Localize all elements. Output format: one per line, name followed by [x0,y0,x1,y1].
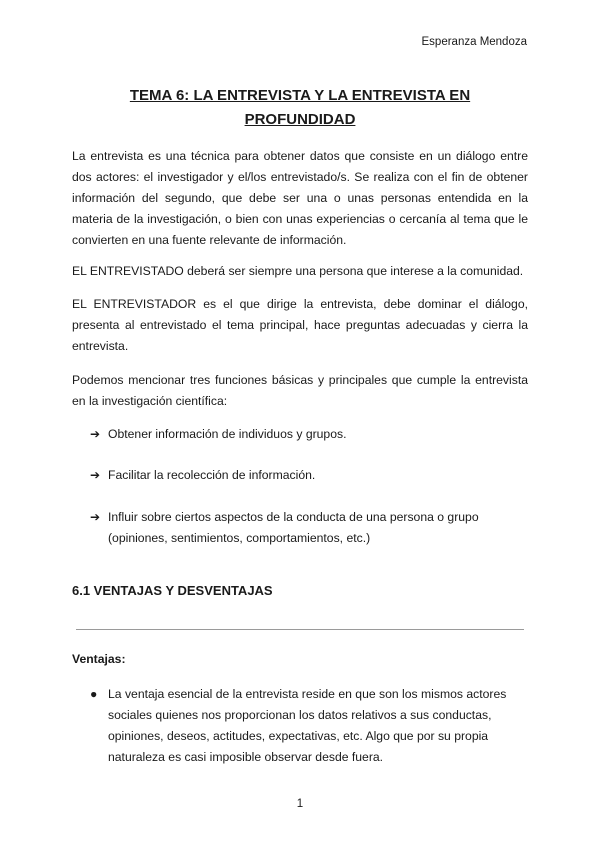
title-line-2: PROFUNDIDAD [244,111,356,128]
list-item-text: Facilitar la recolección de información. [108,468,316,482]
paragraph-definition: La entrevista es una técnica para obtener datos que consiste en un diálogo entre dos actores: el investigador y el/los entrevistado/s. Se realiza con el fin de obtener información del segundo, que debe ser una o unas personas entendida en la materia de la investigación, o bien con unas experiencias o cercanía al tema que le convierten en una fuente relevante de información. [72,149,528,247]
list-item [90,507,520,549]
list-item-text: La ventaja esencial de la entrevista reside en que son los mismos actores sociales quienes nos proporcionan los datos relativos a sus conductas, opiniones, deseos, actitudes, expectativas, etc. Algo que por su propia naturaleza es casi imposible observar desde fuera. [108,687,507,764]
list-item [90,424,520,445]
title-line-1: TEMA 6: LA ENTREVISTA Y LA ENTREVISTA EN [129,87,471,104]
list-item-text: Obtener información de individuos y grupos. [108,427,347,441]
arrow-right-icon: ➔ [90,510,101,524]
paragraph-entrevistador: EL ENTREVISTADOR es el que dirige la entrevista, debe dominar el diálogo, presenta al entrevistado el tema principal, hace preguntas adecuadas y cierra la entrevista. [72,297,528,353]
bullet-icon: ● [90,687,98,701]
paragraph-functions-intro: Podemos mencionar tres funciones básicas y principales que cumple la entrevista en la investigación científica: [72,373,528,408]
list-item-text: Influir sobre ciertos aspectos de la conducta de una persona o grupo (opiniones, sentimientos, comportamientos, etc.) [108,510,479,545]
horizontal-divider [76,629,524,630]
list-item [90,684,510,768]
arrow-right-icon: ➔ [90,468,101,482]
paragraph-entrevistado: EL ENTREVISTADO deberá ser siempre una persona que interese a la comunidad. [72,264,524,278]
header-author: Esperanza Mendoza [421,36,527,48]
section-heading: 6.1 VENTAJAS Y DESVENTAJAS [72,583,273,598]
page-number: 1 [296,798,304,810]
arrow-right-icon: ➔ [90,427,101,441]
list-item [90,465,520,486]
advantages-heading: Ventajas: [72,652,126,666]
page-title [72,84,528,132]
